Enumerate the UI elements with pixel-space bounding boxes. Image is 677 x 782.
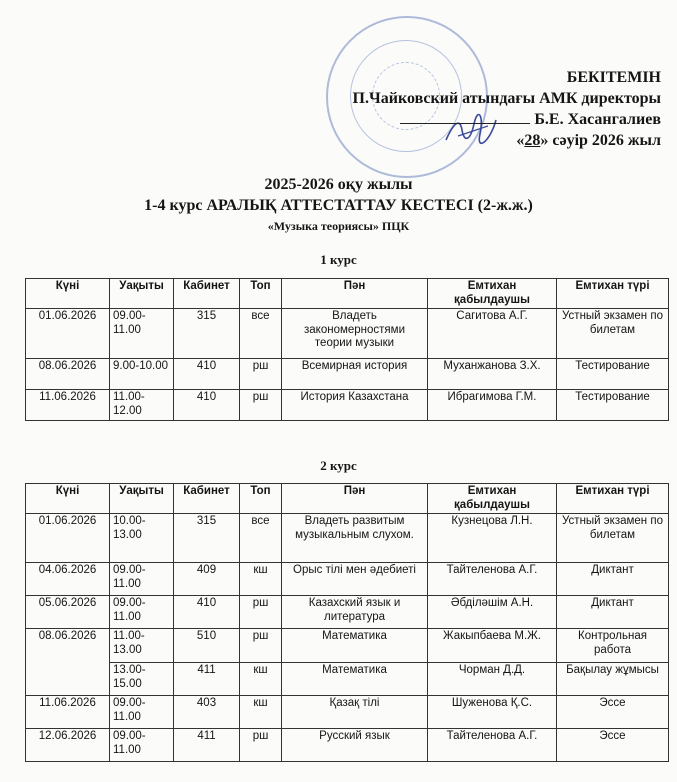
column-header-examiner: Емтихан қабылдаушы [428, 279, 557, 309]
examiner-cell: Әбділәшім А.Н. [428, 596, 557, 629]
column-header-date: Күні [26, 279, 110, 309]
table-row [26, 563, 669, 596]
subject-cell: Всемирная история [282, 359, 428, 390]
department-name: «Музыка теориясы» ПЦК [267, 219, 410, 233]
room-cell: 410 [174, 359, 240, 390]
exam-type-cell: Диктант [557, 596, 669, 629]
table-row [26, 663, 669, 696]
table-row [26, 629, 669, 663]
column-header-exam-type: Емтихан түрі [557, 484, 669, 514]
column-header-time: Уақыты [110, 279, 174, 309]
exam-type-cell: Эссе [557, 696, 669, 729]
examiner-cell: Шуженова Қ.С. [428, 696, 557, 729]
time-cell: 9.00-10.00 [110, 359, 174, 390]
approval-name-line [241, 109, 661, 130]
date-cell: 08.06.2026 [26, 629, 110, 696]
group-cell: все [240, 514, 282, 563]
date-cell: 05.06.2026 [26, 596, 110, 629]
group-cell: рш [240, 390, 282, 421]
time-cell: 13.00-15.00 [110, 663, 174, 696]
examiner-cell: Муханжанова З.Х. [428, 359, 557, 390]
table-row [26, 514, 669, 563]
subject-cell: Казахский язык и литература [282, 596, 428, 629]
exam-type-cell: Тестирование [557, 359, 669, 390]
column-header-exam-type: Емтихан түрі [557, 279, 669, 309]
course-2-title: 2 курс [320, 458, 357, 473]
room-cell: 411 [174, 729, 240, 762]
signature-line [400, 109, 530, 124]
subject-cell: Владеть развитым музыкальным слухом. [282, 514, 428, 563]
group-cell: кш [240, 696, 282, 729]
table-row [26, 696, 669, 729]
examiner-cell: Сагитова А.Г. [428, 309, 557, 359]
room-cell: 510 [174, 629, 240, 663]
approval-position: П.Чайковский атындағы АМК директоры [352, 90, 661, 107]
course-1-title: 1 курс [320, 252, 357, 267]
document-title: 1-4 курс АРАЛЫҚ АТТЕСТАТТАУ КЕСТЕСІ (2-ж.ж.) [144, 197, 533, 214]
examiner-cell: Жакыпбаева М.Ж. [428, 629, 557, 663]
time-cell: 09.00-11.00 [110, 596, 174, 629]
group-cell: рш [240, 359, 282, 390]
approval-date-prefix: « [516, 132, 525, 149]
date-cell: 12.06.2026 [26, 729, 110, 762]
approval-title: БЕКІТЕМІН [566, 69, 661, 86]
examiner-cell: Ибрагимова Г.М. [428, 390, 557, 421]
time-cell: 09.00-11.00 [110, 729, 174, 762]
exam-type-cell: Устный экзамен по билетам [557, 309, 669, 359]
room-cell: 410 [174, 596, 240, 629]
exam-type-cell: Диктант [557, 563, 669, 596]
approval-block [241, 67, 661, 151]
exam-type-cell: Контрольная работа [557, 629, 669, 663]
exam-type-cell: Эссе [557, 729, 669, 762]
subject-cell: Орыс тілі мен әдебиеті [282, 563, 428, 596]
column-header-room: Кабинет [174, 279, 240, 309]
date-cell: 08.06.2026 [26, 359, 110, 390]
exam-type-cell: Тестирование [557, 390, 669, 421]
subject-cell: История Казахстана [282, 390, 428, 421]
room-cell: 409 [174, 563, 240, 596]
exam-type-cell: Устный экзамен по билетам [557, 514, 669, 563]
table-row [26, 309, 669, 359]
room-cell: 315 [174, 514, 240, 563]
date-cell: 04.06.2026 [26, 563, 110, 596]
room-cell: 315 [174, 309, 240, 359]
room-cell: 403 [174, 696, 240, 729]
examiner-cell: Тайтеленова А.Г. [428, 563, 557, 596]
group-cell: все [240, 309, 282, 359]
group-cell: рш [240, 629, 282, 663]
table-row [26, 359, 669, 390]
subject-cell: Владеть закономерностями теории музыки [282, 309, 428, 359]
table-row [26, 596, 669, 629]
column-header-group: Топ [240, 484, 282, 514]
document-headings [0, 174, 677, 234]
group-cell: кш [240, 663, 282, 696]
table-row [26, 390, 669, 421]
approval-date [241, 130, 661, 151]
column-header-room: Кабинет [174, 484, 240, 514]
column-header-date: Күні [26, 484, 110, 514]
table-header [26, 279, 669, 309]
time-cell: 09.00-11.00 [110, 309, 174, 359]
date-cell: 01.06.2026 [26, 514, 110, 563]
academic-year: 2025-2026 оқу жылы [264, 176, 413, 193]
column-header-subject: Пән [282, 279, 428, 309]
group-cell: рш [240, 596, 282, 629]
exam-type-cell: Бақылау жұмысы [557, 663, 669, 696]
column-header-subject: Пән [282, 484, 428, 514]
approval-date-suffix: » сәуір 2026 жыл [540, 132, 661, 149]
date-cell: 11.06.2026 [26, 696, 110, 729]
room-cell: 411 [174, 663, 240, 696]
subject-cell: Қазақ тілі [282, 696, 428, 729]
group-cell: кш [240, 563, 282, 596]
table-row [26, 729, 669, 762]
time-cell: 09.00-11.00 [110, 696, 174, 729]
course-2-table [25, 483, 669, 762]
column-header-examiner: Емтихан қабылдаушы [428, 484, 557, 514]
column-header-group: Топ [240, 279, 282, 309]
date-cell: 11.06.2026 [26, 390, 110, 421]
examiner-cell: Тайтеленова А.Г. [428, 729, 557, 762]
approval-date-day: 28 [524, 132, 541, 149]
date-cell: 01.06.2026 [26, 309, 110, 359]
time-cell: 11.00-12.00 [110, 390, 174, 421]
room-cell: 410 [174, 390, 240, 421]
examiner-cell: Кузнецова Л.Н. [428, 514, 557, 563]
examiner-cell: Чорман Д.Д. [428, 663, 557, 696]
time-cell: 10.00-13.00 [110, 514, 174, 563]
approval-name: Б.Е. Хасангалиев [534, 111, 661, 128]
subject-cell: Математика [282, 663, 428, 696]
subject-cell: Русский язык [282, 729, 428, 762]
time-cell: 11.00-13.00 [110, 629, 174, 663]
column-header-time: Уақыты [110, 484, 174, 514]
time-cell: 09.00-11.00 [110, 563, 174, 596]
subject-cell: Математика [282, 629, 428, 663]
group-cell: рш [240, 729, 282, 762]
course-1-table [25, 278, 669, 421]
table-header [26, 484, 669, 514]
